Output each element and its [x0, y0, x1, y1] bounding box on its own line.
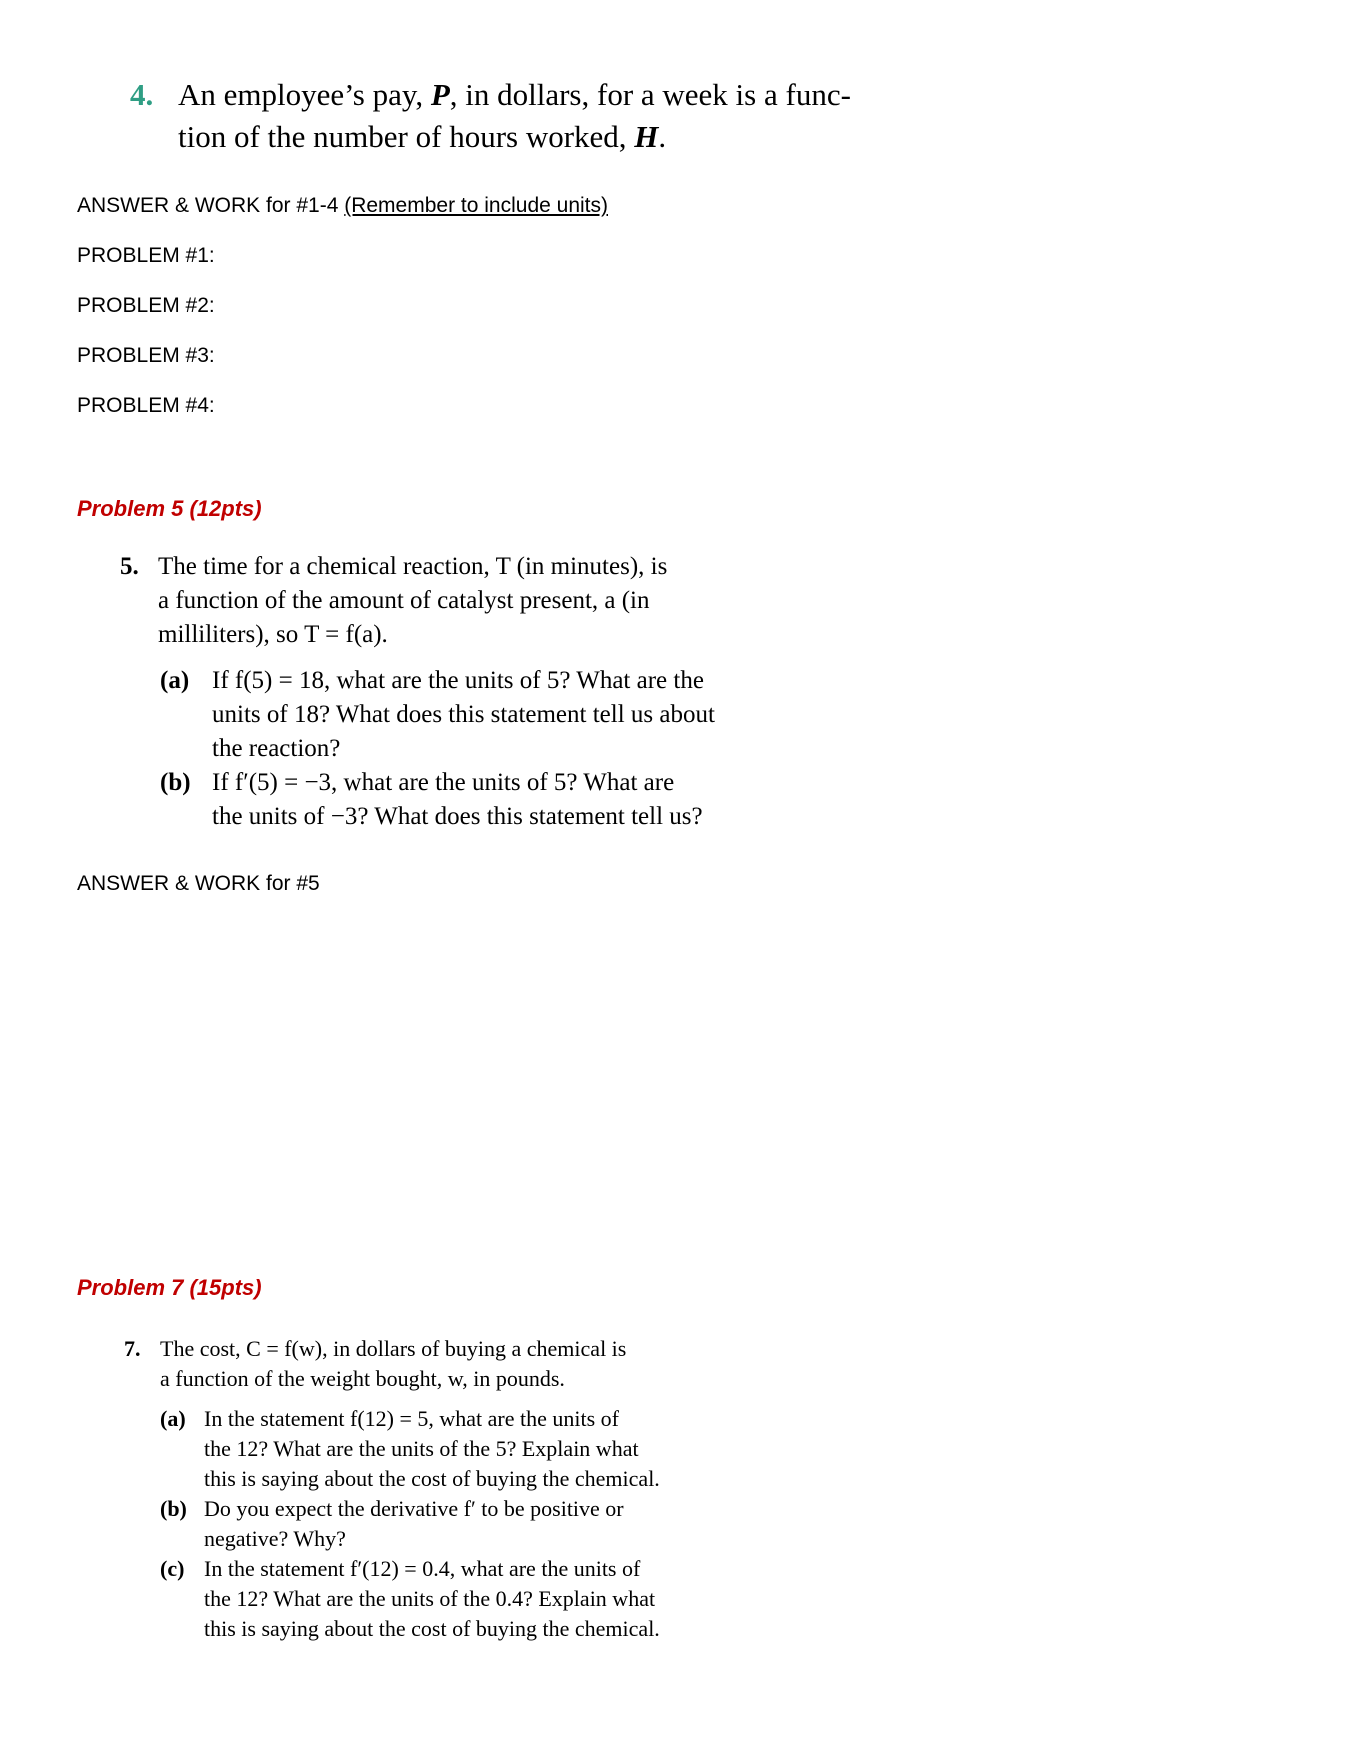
problem-5-stem-line-3: milliliters), so T = f(a). [158, 621, 388, 648]
problem-4-text-b: , in dollars, for a week is a func- [449, 77, 851, 112]
problem-4-text-c: tion of the number of hours worked, [178, 119, 635, 154]
part-c-line-2: the 12? What are the units of the 0.4? Explain what [204, 1586, 656, 1611]
units-reminder: (Remember to include units) [344, 194, 608, 217]
problem-5-number: 5. [120, 553, 139, 580]
problem-4-number: 4. [130, 77, 154, 112]
problem-7-part-a [124, 1404, 744, 1494]
problem-4-line-1 [130, 74, 930, 116]
problem-7-heading: Problem 7 (15pts) [77, 1275, 262, 1300]
problem-1-label: PROBLEM #1: [77, 244, 215, 267]
problem-5-part-b [120, 766, 800, 834]
problem-5-stem-1: The time for a chemical reaction, T (in minutes), is [158, 553, 668, 580]
problem-4-line-2 [130, 116, 930, 158]
problem-7-number: 7. [124, 1336, 141, 1361]
problem-2-label: PROBLEM #2: [77, 294, 215, 317]
problem-4-label: PROBLEM #4: [77, 394, 215, 417]
problem-5-stem-line-1 [120, 550, 800, 584]
problem-7-stem-1: The cost, C = f(w), in dollars of buying a chemical is [160, 1336, 627, 1361]
part-a-line-3: this is saying about the cost of buying the chemical. [204, 1466, 660, 1491]
problem-3-label: PROBLEM #3: [77, 344, 215, 367]
problem-4-text-a: An employee’s pay, [178, 77, 431, 112]
variable-h: H [634, 119, 659, 154]
part-c-line-1: In the statement f′(12) = 0.4, what are the units of [204, 1556, 641, 1581]
problem-5-part-a [120, 664, 800, 766]
part-a-line-1: In the statement f(12) = 5, what are the units of [204, 1406, 620, 1431]
problem-5-text [120, 550, 800, 834]
problem-7-stem-line-1 [124, 1334, 744, 1364]
problem-4-text [130, 74, 930, 158]
problem-7-stem-line-2: a function of the weight bought, w, in pounds. [160, 1366, 565, 1391]
part-b-line-1: If f′(5) = −3, what are the units of 5? What are [212, 769, 675, 796]
problem-7-part-c [124, 1554, 744, 1644]
answer-heading-5: ANSWER & WORK for #5 [77, 872, 320, 895]
problem-7-part-b [124, 1494, 744, 1554]
variable-p: P [430, 77, 450, 112]
part-b-line-2: the units of −3? What does this statement tell us? [212, 803, 703, 830]
part-c-tag: (c) [160, 1556, 185, 1581]
part-b-line-1: Do you expect the derivative f′ to be positive or [204, 1496, 624, 1521]
part-a-tag: (a) [160, 667, 190, 694]
problem-4-text-d: . [658, 119, 667, 154]
part-b-tag: (b) [160, 1496, 187, 1521]
answer-heading-prefix: ANSWER & WORK for #1-4 [77, 194, 345, 217]
part-a-line-3: the reaction? [212, 735, 341, 762]
answer-heading-1-4 [77, 192, 608, 220]
problem-5-heading: Problem 5 (12pts) [77, 496, 262, 521]
part-a-line-2: units of 18? What does this statement tell us about [212, 701, 715, 728]
part-b-line-2: negative? Why? [204, 1526, 346, 1551]
problem-5-stem-line-2: a function of the amount of catalyst present, a (in [158, 587, 650, 614]
part-a-tag: (a) [160, 1406, 186, 1431]
part-c-line-3: this is saying about the cost of buying the chemical. [204, 1616, 660, 1641]
problem-7-text [124, 1334, 744, 1644]
part-b-tag: (b) [160, 769, 191, 796]
part-a-line-1: If f(5) = 18, what are the units of 5? What are the [212, 667, 704, 694]
part-a-line-2: the 12? What are the units of the 5? Explain what [204, 1436, 639, 1461]
